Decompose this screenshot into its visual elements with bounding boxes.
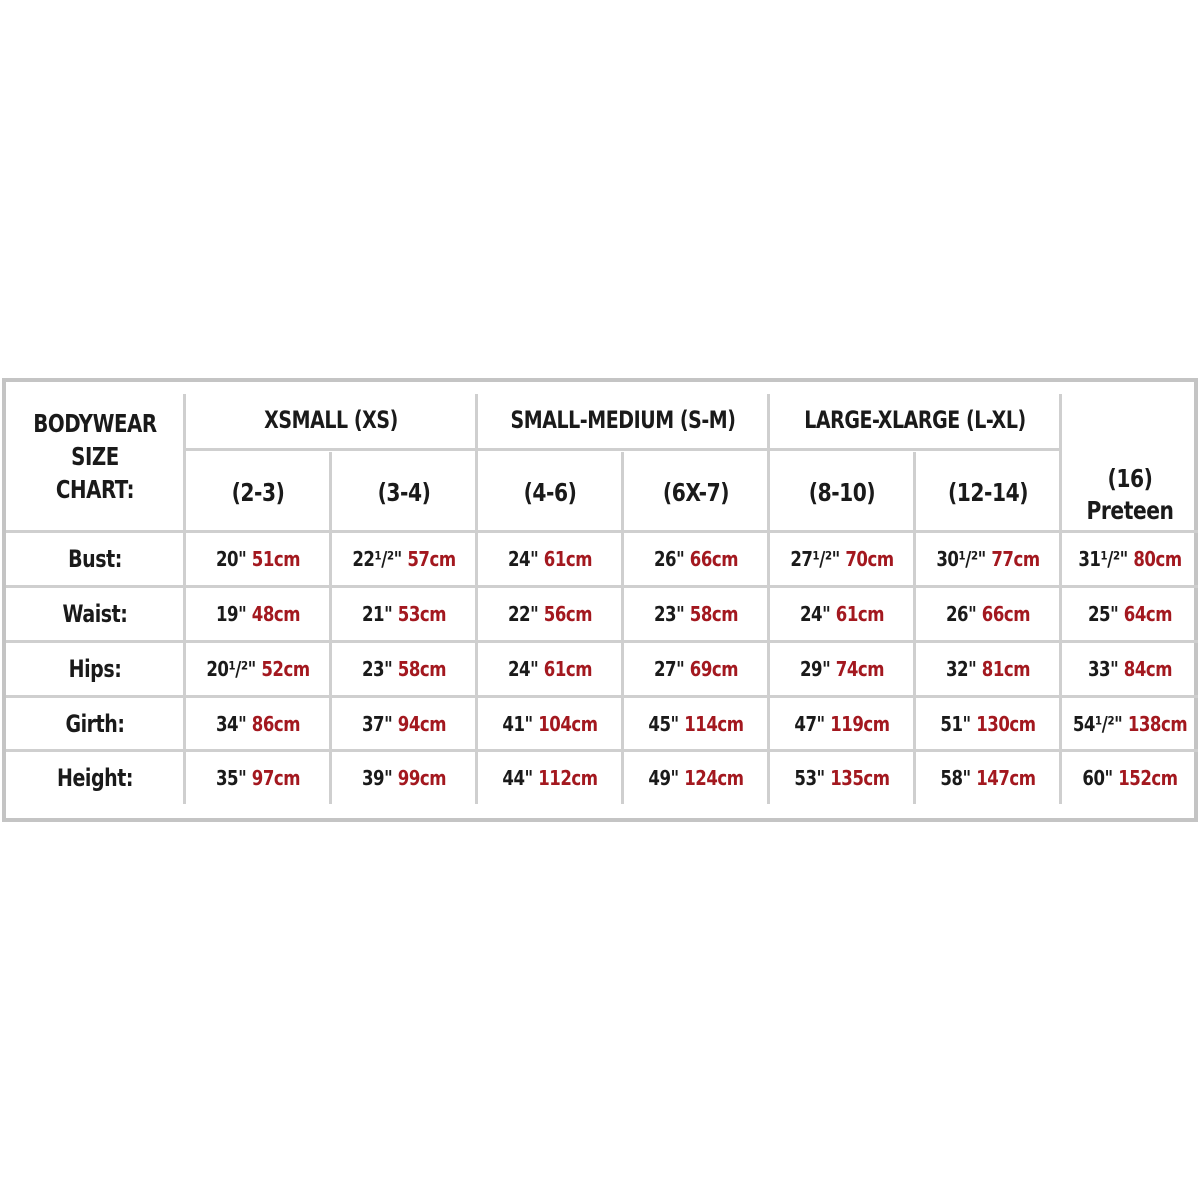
- size-header: [193, 454, 323, 530]
- measurement-cell: [776, 698, 908, 750]
- inch-value: 35": [215, 766, 247, 790]
- inch-value: 19": [215, 602, 247, 626]
- size-header: [631, 454, 761, 530]
- cm-value: 130cm: [976, 712, 1036, 736]
- measurement-cell: [192, 588, 324, 640]
- inch-value: 39": [361, 766, 393, 790]
- inch-value: 47": [794, 712, 825, 736]
- measurement-cell: [1067, 752, 1192, 804]
- measurement-cell: [922, 698, 1054, 750]
- inch-value: 22¹/²": [352, 547, 402, 571]
- measurement-cell: [776, 533, 908, 585]
- cm-value: 66cm: [981, 602, 1031, 626]
- cm-value: 70cm: [845, 547, 894, 571]
- cm-value: 77cm: [991, 547, 1040, 571]
- cm-value: 61cm: [543, 657, 593, 681]
- cm-value: 53cm: [397, 602, 447, 626]
- cm-value: 80cm: [1133, 547, 1182, 571]
- inch-value: 60": [1082, 766, 1113, 790]
- group-header-xsmall: [203, 392, 458, 448]
- cm-value: 58cm: [689, 602, 739, 626]
- size-header-label: (3-4): [377, 477, 431, 507]
- row-label-waist: [17, 588, 174, 640]
- chart-title-line-3: CHART:: [55, 474, 135, 504]
- row-label-text: Hips:: [68, 655, 122, 683]
- row-label-height: [17, 752, 174, 804]
- inch-value: 41": [502, 712, 533, 736]
- chart-title-line-2: SIZE: [71, 441, 119, 471]
- grid-line: [1059, 394, 1062, 804]
- grid-line: [767, 394, 770, 804]
- measurement-cell: [922, 643, 1054, 695]
- measurement-cell: [338, 588, 470, 640]
- measurement-cell: [630, 588, 762, 640]
- size-header: [339, 454, 469, 530]
- inch-value: 37": [361, 712, 393, 736]
- inch-value: 30¹/²": [936, 547, 986, 571]
- inch-value: 21": [361, 602, 393, 626]
- cm-value: 124cm: [684, 766, 744, 790]
- size-header-label: (2-3): [231, 477, 285, 507]
- cm-value: 99cm: [397, 766, 447, 790]
- cm-value: 51cm: [251, 547, 301, 571]
- measurement-cell: [630, 698, 762, 750]
- cm-value: 94cm: [397, 712, 447, 736]
- cm-value: 135cm: [830, 766, 890, 790]
- group-header-label: SMALL-MEDIUM (S-M): [510, 406, 736, 434]
- cm-value: 119cm: [830, 712, 890, 736]
- grid-line: [183, 394, 186, 804]
- measurement-cell: [922, 588, 1054, 640]
- measurement-cell: [630, 533, 762, 585]
- size-header-label: (12-14): [947, 477, 1029, 507]
- chart-title: [17, 382, 174, 530]
- grid-line: [475, 394, 478, 804]
- size-header-label: (8-10): [808, 477, 876, 507]
- group-header-large-xlarge: [787, 392, 1042, 448]
- cm-value: 97cm: [251, 766, 301, 790]
- measurement-cell: [630, 643, 762, 695]
- measurement-cell: [338, 643, 470, 695]
- inch-value: 34": [215, 712, 247, 736]
- measurement-cell: [630, 752, 762, 804]
- measurement-cell: [1067, 588, 1192, 640]
- cm-value: 104cm: [538, 712, 598, 736]
- cm-value: 112cm: [538, 766, 598, 790]
- group-header-small-medium: [495, 392, 750, 448]
- inch-value: 24": [507, 547, 539, 571]
- inch-value: 27¹/²": [790, 547, 840, 571]
- cm-value: 58cm: [397, 657, 447, 681]
- row-label-girth: [17, 698, 174, 750]
- inch-value: 51": [940, 712, 971, 736]
- inch-value: 23": [653, 602, 685, 626]
- cm-value: 57cm: [407, 547, 456, 571]
- inch-value: 22": [507, 602, 539, 626]
- measurement-cell: [1067, 533, 1192, 585]
- cm-value: 69cm: [689, 657, 739, 681]
- measurement-cell: [776, 588, 908, 640]
- measurement-cell: [922, 533, 1054, 585]
- measurement-cell: [1067, 643, 1192, 695]
- row-label-bust: [17, 533, 174, 585]
- size-header-label: (4-6): [523, 477, 577, 507]
- inch-value: 23": [361, 657, 393, 681]
- measurement-cell: [484, 533, 616, 585]
- inch-value: 44": [502, 766, 533, 790]
- group-header-label: XSMALL (XS): [264, 406, 398, 434]
- preteen-label: Preteen: [1086, 496, 1174, 525]
- size-header: [923, 454, 1053, 530]
- cm-value: 61cm: [835, 602, 885, 626]
- size-header-preteen: [1069, 454, 1191, 530]
- row-label-text: Bust:: [68, 545, 122, 573]
- measurement-cell: [192, 533, 324, 585]
- size-header: [485, 454, 615, 530]
- measurement-cell: [338, 752, 470, 804]
- cm-value: 64cm: [1123, 602, 1173, 626]
- size-header-label: (6X-7): [662, 477, 730, 507]
- cm-value: 61cm: [543, 547, 593, 571]
- measurement-cell: [776, 752, 908, 804]
- inch-value: 45": [648, 712, 679, 736]
- group-header-label: LARGE-XLARGE (L-XL): [804, 406, 1026, 434]
- inch-value: 26": [653, 547, 685, 571]
- cm-value: 66cm: [689, 547, 739, 571]
- row-label-text: Height:: [56, 764, 134, 792]
- grid-line: [186, 448, 1059, 451]
- measurement-cell: [484, 588, 616, 640]
- cm-value: 86cm: [251, 712, 301, 736]
- row-label-hips: [17, 643, 174, 695]
- inch-value: 29": [799, 657, 831, 681]
- cm-value: 81cm: [981, 657, 1031, 681]
- size-header: [777, 454, 907, 530]
- cm-value: 114cm: [684, 712, 744, 736]
- row-label-text: Girth:: [65, 710, 125, 738]
- measurement-cell: [192, 643, 324, 695]
- inch-value: 24": [507, 657, 539, 681]
- preteen-size-label: (16): [1107, 464, 1153, 493]
- chart-title-line-1: BODYWEAR: [33, 408, 157, 438]
- cm-value: 56cm: [543, 602, 593, 626]
- inch-value: 49": [648, 766, 679, 790]
- inch-value: 20¹/²": [206, 657, 256, 681]
- inch-value: 24": [799, 602, 831, 626]
- inch-value: 27": [653, 657, 685, 681]
- measurement-cell: [484, 752, 616, 804]
- inch-value: 33": [1087, 657, 1119, 681]
- measurement-cell: [484, 698, 616, 750]
- inch-value: 53": [794, 766, 825, 790]
- cm-value: 138cm: [1127, 712, 1188, 736]
- row-label-text: Waist:: [62, 600, 128, 628]
- inch-value: 54¹/²": [1072, 712, 1123, 736]
- measurement-cell: [192, 698, 324, 750]
- measurement-cell: [338, 698, 470, 750]
- measurement-cell: [922, 752, 1054, 804]
- cm-value: 52cm: [261, 657, 310, 681]
- cm-value: 152cm: [1118, 766, 1178, 790]
- inch-value: 20": [215, 547, 247, 571]
- inch-value: 32": [945, 657, 977, 681]
- measurement-cell: [776, 643, 908, 695]
- cm-value: 84cm: [1123, 657, 1173, 681]
- cm-value: 48cm: [251, 602, 301, 626]
- cm-value: 74cm: [835, 657, 885, 681]
- measurement-cell: [192, 752, 324, 804]
- measurement-cell: [338, 533, 470, 585]
- inch-value: 26": [945, 602, 977, 626]
- inch-value: 31¹/²": [1078, 547, 1128, 571]
- size-chart-table: [2, 378, 1198, 822]
- measurement-cell: [1067, 698, 1192, 750]
- measurement-cell: [484, 643, 616, 695]
- cm-value: 147cm: [976, 766, 1036, 790]
- inch-value: 58": [940, 766, 971, 790]
- inch-value: 25": [1087, 602, 1119, 626]
